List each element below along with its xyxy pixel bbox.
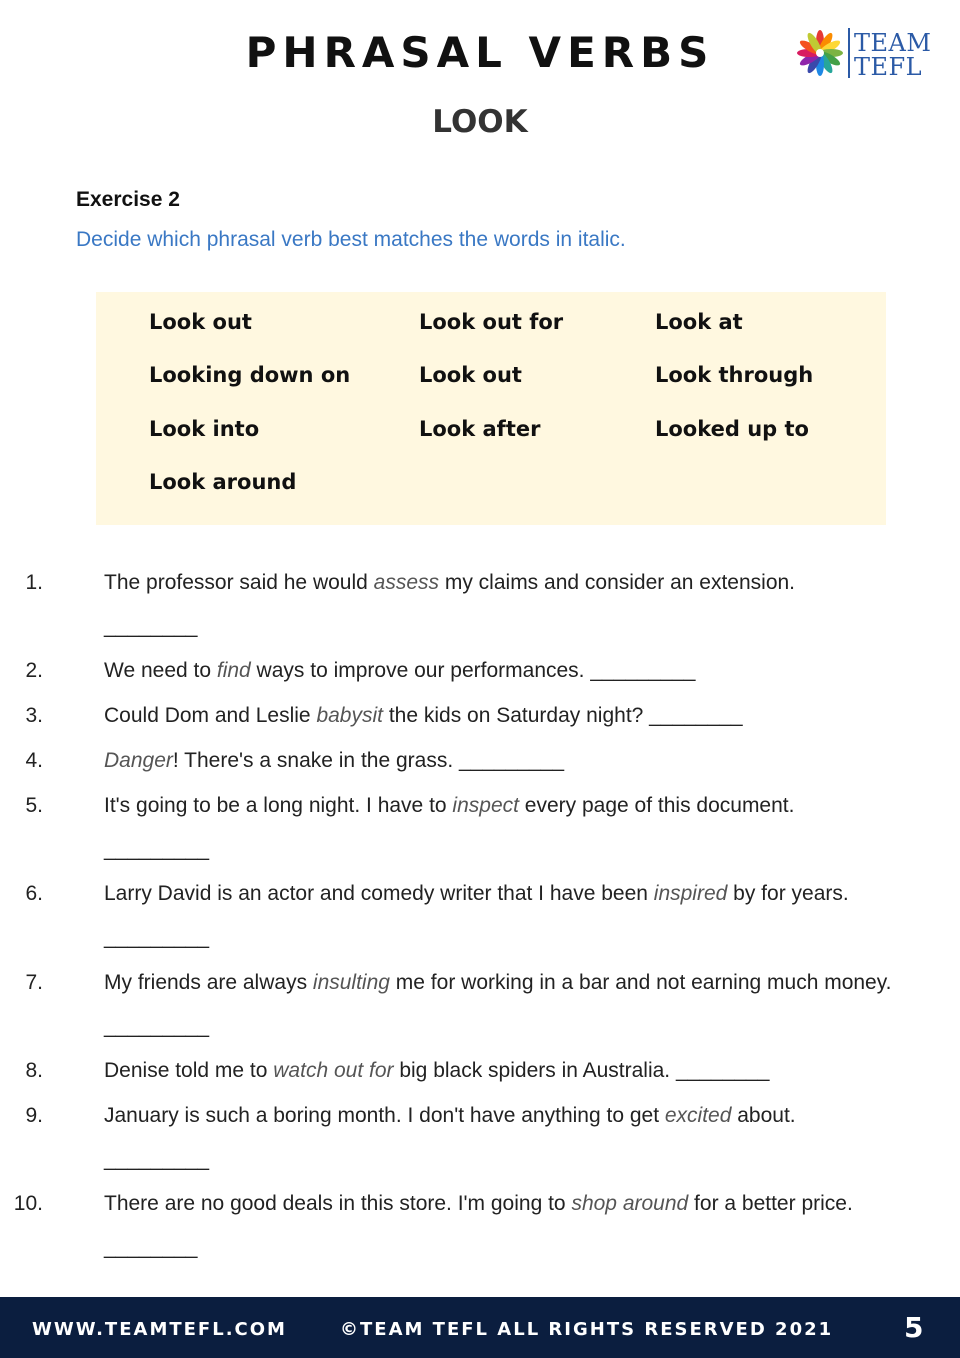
footer-copyright: ©TEAM TEFL ALL RIGHTS RESERVED 2021: [340, 1319, 834, 1340]
question-number: 10.: [13, 1192, 43, 1215]
word-bank-item: Look at: [655, 310, 743, 334]
word-bank-item: Looked up to: [655, 417, 809, 441]
question-text: It's going to be a long night. I have to inspect every page of this document. _________: [104, 794, 795, 861]
exercise-heading: Exercise 2: [76, 188, 180, 211]
question-number: 8.: [25, 1059, 43, 1082]
question-text: There are no good deals in this store. I'm going to shop around for a better price. ________: [104, 1192, 853, 1259]
question-text: My friends are always insulting me for working in a bar and not earning much money. _________: [104, 971, 892, 1038]
question-text: Larry David is an actor and comedy writer that I have been inspired by for years. _________: [104, 882, 849, 949]
question-number: 2.: [25, 659, 43, 682]
italic-phrase: Danger: [104, 749, 173, 772]
italic-phrase: inspired: [653, 882, 728, 905]
question-number: 1.: [25, 571, 43, 594]
question-number: 9.: [25, 1104, 43, 1127]
question-number: 3.: [25, 704, 43, 727]
word-bank-item: Look through: [655, 363, 814, 387]
logo-divider: [848, 28, 850, 78]
word-bank-item: Look after: [419, 417, 541, 441]
page-title: PHRASAL VERBS: [245, 28, 715, 77]
word-bank-item: Look out: [149, 310, 252, 334]
page-subtitle: LOOK: [432, 104, 528, 140]
word-bank-item: Looking down on: [149, 363, 351, 387]
team-tefl-logo: [794, 26, 939, 82]
italic-phrase: excited: [664, 1104, 732, 1127]
question-number: 4.: [25, 749, 43, 772]
page-number: 5: [904, 1311, 924, 1344]
word-bank: [96, 292, 886, 525]
question-number: 7.: [25, 971, 43, 994]
word-bank-item: Look around: [149, 470, 297, 494]
word-bank-item: Look out for: [419, 310, 564, 334]
italic-phrase: assess: [373, 571, 440, 594]
word-bank-item: Look out: [419, 363, 522, 387]
question-text: Denise told me to watch out for big black spiders in Australia. ________: [104, 1059, 770, 1082]
footer-bar: [0, 1297, 960, 1358]
logo-text-tefl: TEFL: [854, 53, 923, 81]
italic-phrase: insulting: [312, 971, 390, 994]
question-text: Danger! There's a snake in the grass. _________: [104, 749, 565, 772]
italic-phrase: inspect: [452, 794, 519, 817]
italic-phrase: find: [216, 659, 251, 682]
italic-phrase: babysit: [316, 704, 383, 727]
logo-text-team: TEAM: [854, 29, 932, 57]
question-text: The professor said he would assess my claims and consider an extension. ________: [104, 571, 796, 638]
question-text: We need to find ways to improve our performances. _________: [104, 659, 696, 682]
question-number: 6.: [25, 882, 43, 905]
italic-phrase: shop around: [571, 1192, 689, 1215]
question-number: 5.: [25, 794, 43, 817]
word-bank-item: Look into: [149, 417, 260, 441]
exercise-instruction: Decide which phrasal verb best matches the words in italic.: [76, 228, 626, 251]
footer-website-link[interactable]: WWW.TEAMTEFL.COM: [32, 1319, 287, 1340]
question-text: Could Dom and Leslie babysit the kids on Saturday night? ________: [104, 704, 743, 727]
italic-phrase: watch out for: [273, 1059, 394, 1082]
question-text: January is such a boring month. I don't have anything to get excited about. _________: [104, 1104, 796, 1171]
flower-logo-icon: [794, 26, 846, 78]
